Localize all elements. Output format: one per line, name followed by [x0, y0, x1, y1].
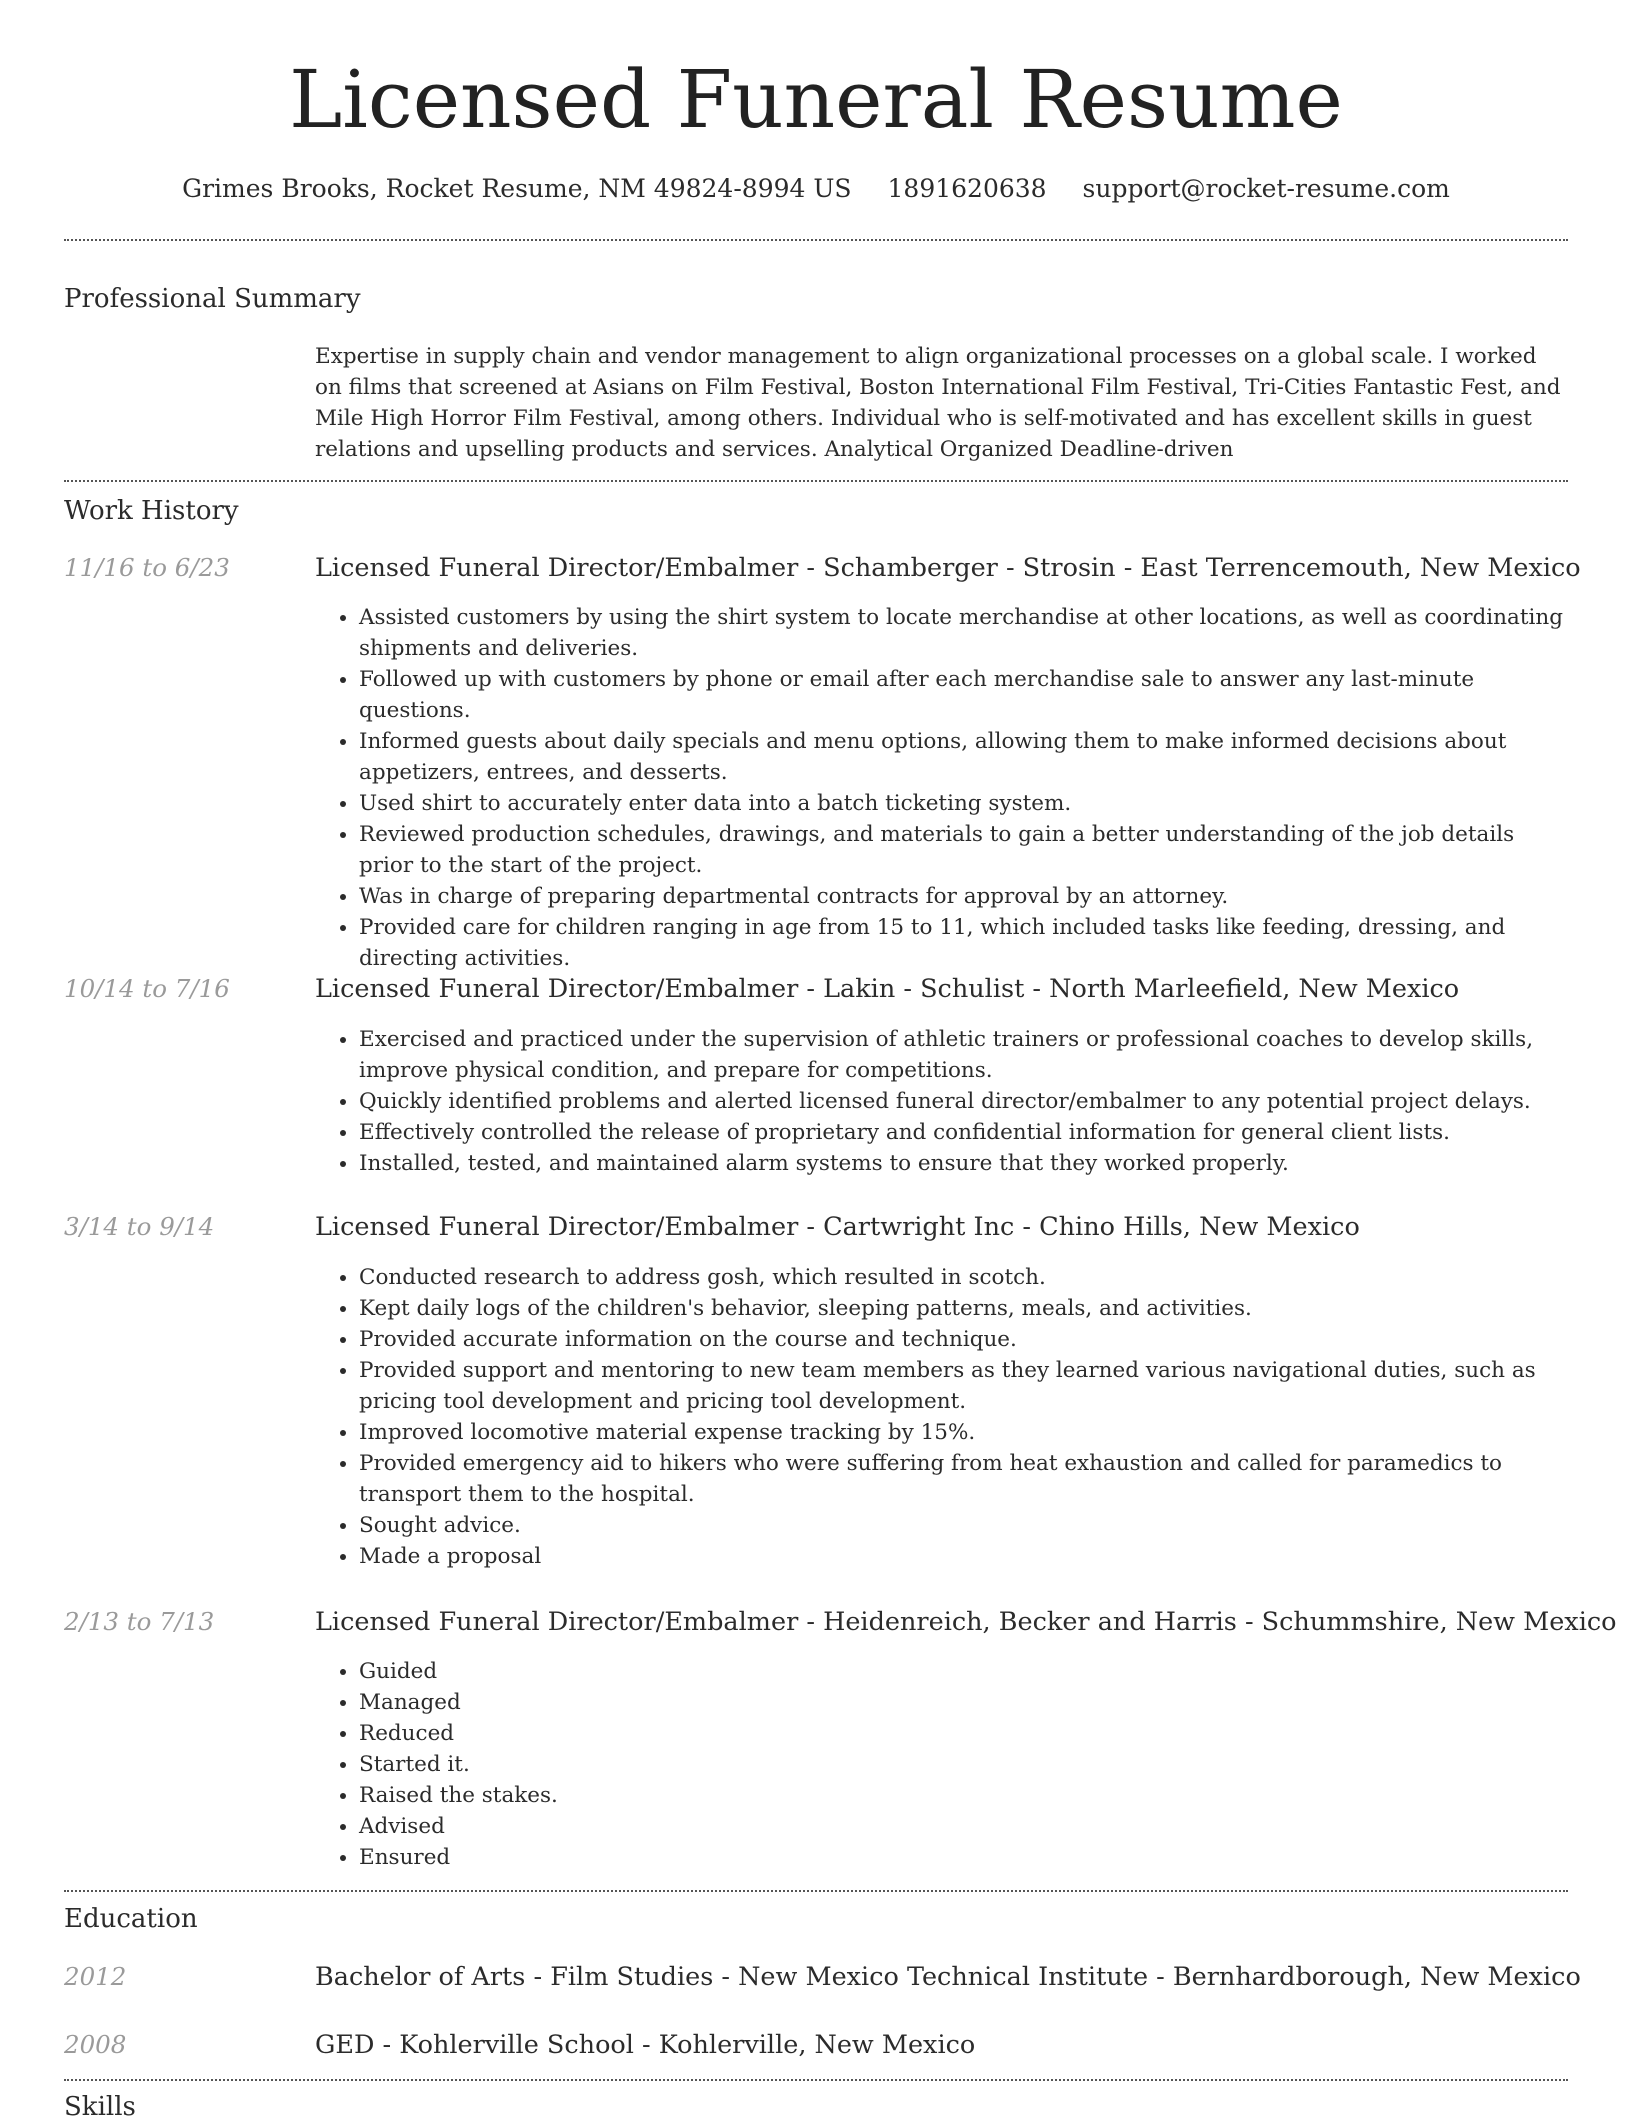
job-dates: 2/13 to 7/13 [64, 1607, 215, 1636]
section-divider [64, 239, 1568, 241]
job-separator: - [798, 1212, 824, 1242]
skills-heading: Skills [64, 2092, 136, 2122]
job-bullet: • Advised [359, 1811, 1568, 1842]
job-bullet: • Conducted research to address gosh, which resulted in scotch. [359, 1262, 1568, 1293]
job-bullet: • Effectively controlled the release of proprietary and confidential information for general client lists. [359, 1117, 1568, 1148]
work-history-heading: Work History [64, 496, 239, 526]
education-heading: Education [64, 1904, 198, 1934]
job-heading [315, 551, 1581, 585]
job-heading [315, 1210, 1568, 1244]
job-title: Licensed Funeral Director/Embalmer [315, 1607, 799, 1637]
job-separator: - [798, 1607, 824, 1637]
job-bullets [315, 1024, 1568, 1179]
job-bullet: • Kept daily logs of the children's behavior, sleeping patterns, meals, and activities. [359, 1293, 1568, 1324]
job-bullet: • Exercised and practiced under the supervision of athletic trainers or professional coaches to develop skills, improve physical condition, and prepare for competitions. [359, 1024, 1568, 1086]
education-institution: - Kohlerville School - Kohlerville, New Mexico [374, 2030, 976, 2060]
education-institution: - New Mexico Technical Institute - Bernhardborough, New Mexico [713, 1962, 1581, 1992]
job-separator: - [798, 553, 824, 583]
job-bullet: • Informed guests about daily specials and menu options, allowing them to make informed decisions about appetizers, entrees, and desserts. [359, 726, 1568, 788]
education-entry [315, 1960, 1581, 1994]
education-entry [315, 2028, 1568, 2062]
summary-heading: Professional Summary [64, 284, 361, 314]
section-divider [64, 1890, 1568, 1892]
job-bullet: • Guided [359, 1656, 1568, 1687]
job-bullet: • Improved locomotive material expense tracking by 15%. [359, 1417, 1568, 1448]
education-degree: Bachelor of Arts - Film Studies [315, 1962, 714, 1992]
job-bullets [315, 1262, 1568, 1572]
contact-line [64, 172, 1568, 206]
job-separator: - [798, 974, 824, 1004]
job-bullet: • Provided support and mentoring to new team members as they learned various navigational duties, such as pricing tool development and pricing tool development. [359, 1355, 1568, 1417]
job-bullets [315, 602, 1568, 974]
job-dates: 11/16 to 6/23 [64, 553, 230, 582]
section-divider [64, 480, 1568, 482]
job-employer: Lakin - Schulist - North Marleefield, New Mexico [823, 974, 1460, 1004]
job-bullets [315, 1656, 1568, 1873]
education-degree: GED [315, 2030, 375, 2060]
section-divider [64, 2079, 1568, 2081]
summary-text: Expertise in supply chain and vendor management to align organizational processes on a global scale. I worked on films that screened at Asians on Film Festival, Boston International Film Festival, Tri-Cities Fantastic Fest, and Mile High Horror Film Festival, among others. Individual who is self-motivated and has excellent skills in guest relations and upselling products and services. Analytical Organized Deadline-driven [315, 344, 1561, 462]
job-bullet: • Made a proposal [359, 1541, 1568, 1572]
job-bullet: • Reviewed production schedules, drawings, and materials to gain a better understanding of the job details prior to the start of the project. [359, 819, 1568, 881]
job-heading [315, 1605, 1617, 1639]
job-heading [315, 972, 1568, 1006]
job-bullet: • Reduced [359, 1718, 1568, 1749]
contact-phone: 1891620638 [887, 174, 1047, 203]
contact-address: Grimes Brooks, Rocket Resume, NM 49824-8994 US [182, 174, 852, 203]
job-bullet: • Ensured [359, 1842, 1568, 1873]
job-dates: 3/14 to 9/14 [64, 1212, 215, 1241]
job-bullet: • Provided care for children ranging in age from 15 to 11, which included tasks like feeding, dressing, and directing activities. [359, 912, 1568, 974]
job-bullet: • Was in charge of preparing departmental contracts for approval by an attorney. [359, 881, 1568, 912]
job-bullet: • Managed [359, 1687, 1568, 1718]
job-bullet: • Sought advice. [359, 1510, 1568, 1541]
job-bullet: • Used shirt to accurately enter data into a batch ticketing system. [359, 788, 1568, 819]
job-bullet: • Started it. [359, 1749, 1568, 1780]
contact-email: support@rocket-resume.com [1082, 174, 1450, 203]
resume-page [64, 0, 1617, 2122]
job-dates: 10/14 to 7/16 [64, 974, 230, 1003]
job-employer: Heidenreich, Becker and Harris - Schummshire, New Mexico [823, 1607, 1617, 1637]
job-title: Licensed Funeral Director/Embalmer [315, 1212, 799, 1242]
job-bullet: • Followed up with customers by phone or email after each merchandise sale to answer any last-minute questions. [359, 664, 1568, 726]
job-bullet: • Quickly identified problems and alerted licensed funeral director/embalmer to any potential project delays. [359, 1086, 1568, 1117]
job-bullet: • Installed, tested, and maintained alarm systems to ensure that they worked properly. [359, 1148, 1568, 1179]
job-title: Licensed Funeral Director/Embalmer [315, 974, 799, 1004]
job-bullet: • Raised the stakes. [359, 1780, 1568, 1811]
education-year: 2008 [64, 2030, 127, 2059]
job-employer: Schamberger - Strosin - East Terrencemouth, New Mexico [823, 553, 1581, 583]
job-title: Licensed Funeral Director/Embalmer [315, 553, 799, 583]
resume-title: Licensed Funeral Resume [289, 53, 1343, 146]
job-bullet: • Provided accurate information on the course and technique. [359, 1324, 1568, 1355]
job-bullet: • Assisted customers by using the shirt system to locate merchandise at other locations, as well as coordinating shipments and deliveries. [359, 602, 1568, 664]
education-year: 2012 [64, 1962, 127, 1991]
job-bullet: • Provided emergency aid to hikers who were suffering from heat exhaustion and called for paramedics to transport them to the hospital. [359, 1448, 1568, 1510]
job-employer: Cartwright Inc - Chino Hills, New Mexico [823, 1212, 1360, 1242]
